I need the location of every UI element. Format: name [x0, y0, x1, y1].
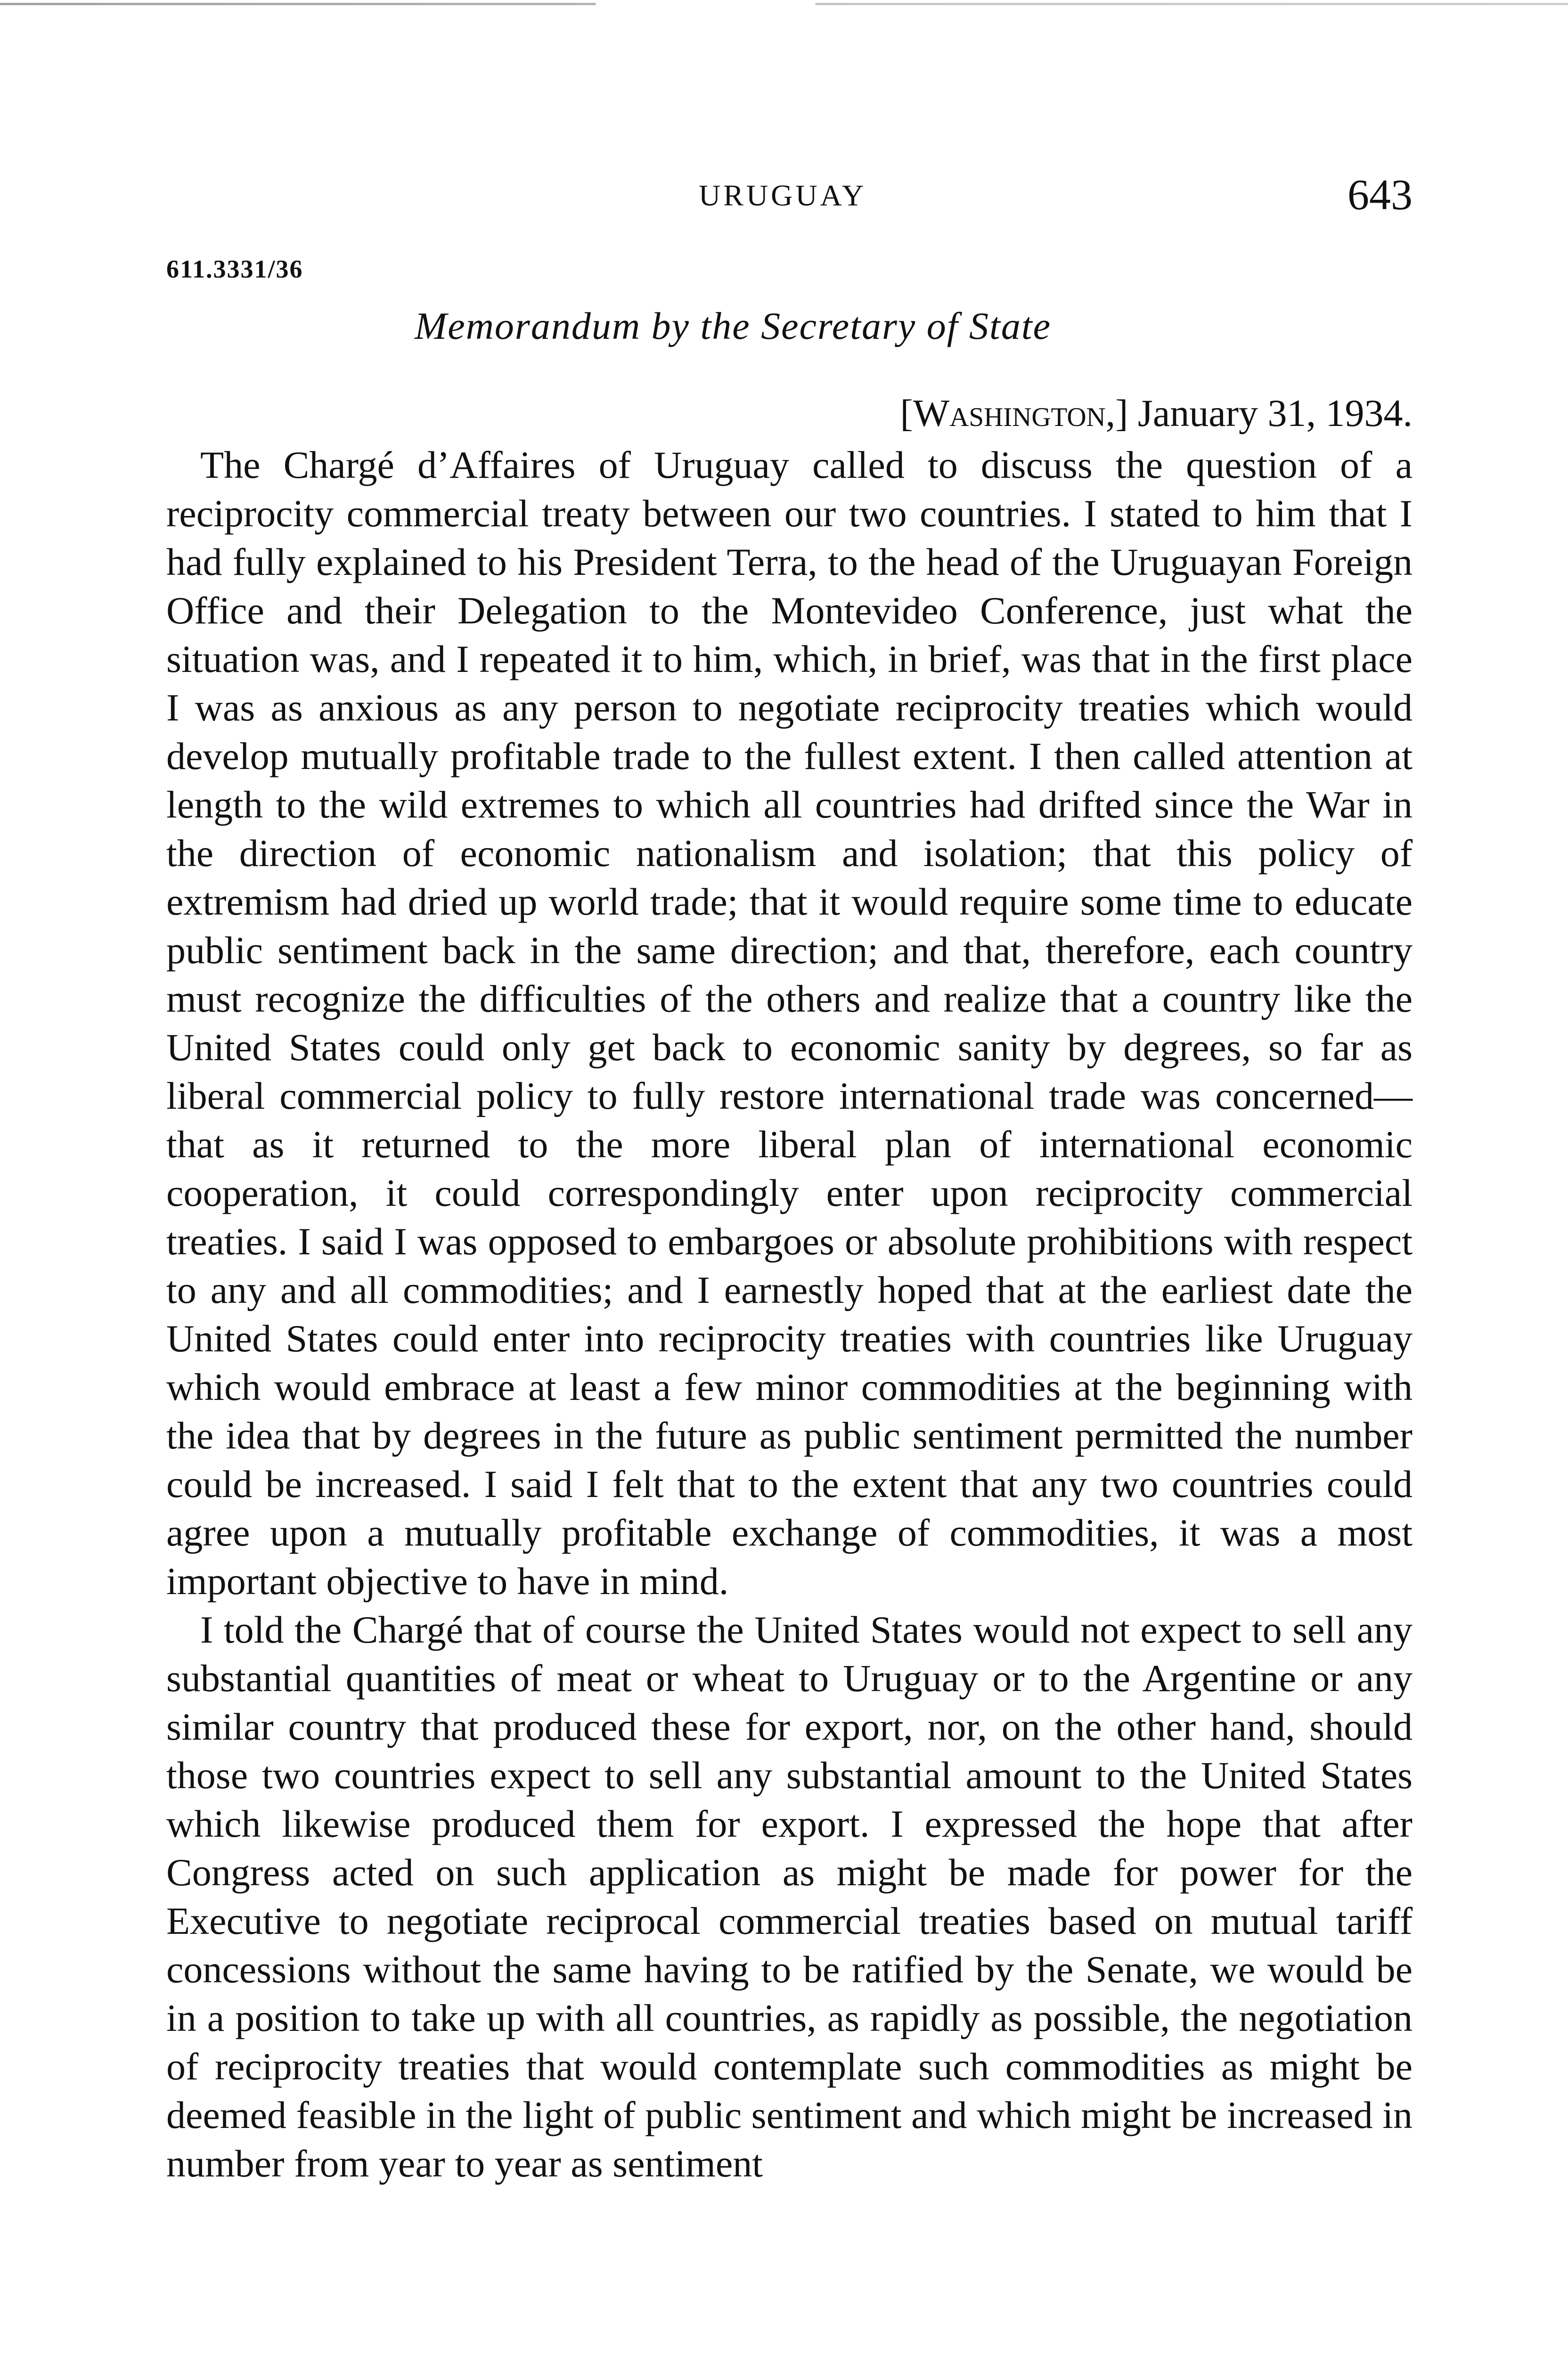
paragraph-2: I told the Chargé that of course the United States would not expect to sell any substantial quantities of meat or wheat to Uruguay or to the Argentine or any similar country that produced these for export, nor, on the other hand, should those two countries expect to sell any substantial amount to the United States which likewise produced them for export. I expressed the hope that after Congress acted on such application as might be made for power for the Executive to negotiate reciprocal commercial treaties based on mutual tariff concessions without the same having to be ratified by the Senate, we would be in a position to take up with all countries, as rapidly as possible, the negotiation of reciprocity treaties that would contemplate such commodities as might be deemed feasible in the light of public sentiment and which might be increased in number from year to year as sentiment — [166, 1608, 1413, 2185]
dateline-date: January 31, 1934. — [1137, 392, 1413, 434]
page-number: 643 — [1348, 171, 1413, 219]
memo-body — [166, 441, 1413, 2188]
page-header — [166, 170, 1413, 221]
memo-title: Memorandum by the Secretary of State — [415, 304, 1052, 347]
top-edge-rule — [0, 3, 1568, 5]
dateline: [Washington,] January 31, 1934. — [900, 392, 1413, 434]
running-head: URUGUAY — [699, 179, 867, 212]
file-number: 611.3331/36 — [166, 255, 303, 283]
dateline-place: Washington, — [913, 392, 1116, 434]
paragraph-1: The Chargé d’Affaires of Uruguay called to discuss the question of a reciprocity commercial treaty between our two countries. I stated to him that I had fully explained to his President Terra, to the head of the Uruguayan Foreign Office and their Delegation to the Montevideo Conference, just what the situation was, and I repeated it to him, which, in brief, was that in the first place I was as anxious as any person to negotiate reciprocity treaties which would develop mutually profitable trade to the fullest extent. I then called attention at length to the wild extremes to which all countries had drifted since the War in the direction of economic nationalism and isolation; that this policy of extremism had dried up world trade; that it would require some time to educate public sentiment back in the same direction; and that, therefore, each country must recognize the difficulties of the others and realize that a country like the United States could only get back to economic sanity by degrees, so far as liberal commercial policy to fully restore international trade was concerned—that as it returned to the more liberal plan of international economic cooperation, it could correspondingly enter upon reciprocity commercial treaties. I said I was opposed to embargoes or absolute prohibitions with respect to any and all commodities; and I earnestly hoped that at the earliest date the United States could enter into reciprocity treaties with countries like Uruguay which would embrace at least a few minor commodities at the beginning with the idea that by degrees in the future as public sentiment permitted the number could be increased. I said I felt that to the extent that any two countries could agree upon a mutually profitable exchange of commodities, it was a most important objective to have in mind. — [166, 443, 1413, 1603]
